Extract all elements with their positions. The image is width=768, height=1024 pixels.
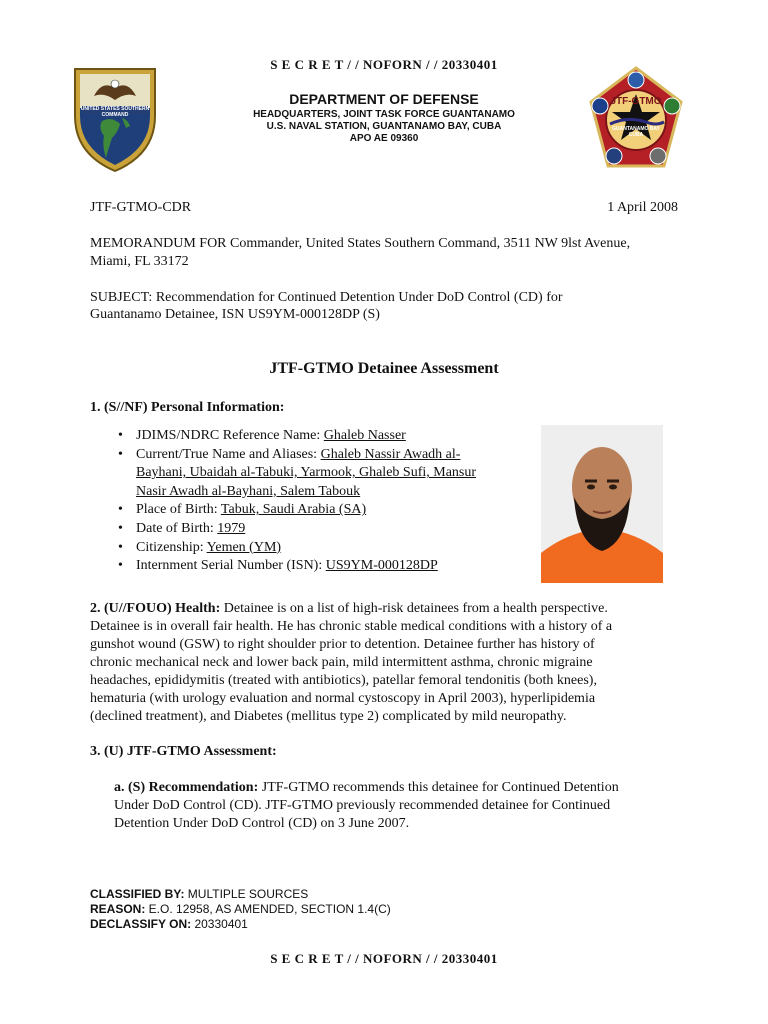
section-3-heading: 3. (U) JTF-GTMO Assessment: [90, 744, 277, 759]
list-item [114, 427, 534, 446]
declassify-value: 20330401 [191, 917, 248, 931]
southcom-seal-icon [72, 66, 158, 174]
classification-banner-bottom: S E C R E T / / NOFORN / / 20330401 [270, 951, 498, 966]
letterhead-line-2: U.S. NAVAL STATION, GUANTANAMO BAY, CUBA [266, 121, 502, 132]
southcom-seal [72, 66, 158, 174]
health-line-5: headaches, epididymitis (treated with antibiotics), patellar femoral tendonitis (both knees), [90, 673, 597, 688]
declassify-label: DECLASSIFY ON: [90, 917, 192, 931]
ref-name-value: Ghaleb Nasser [323, 428, 406, 443]
dob-label: Date of Birth: [136, 520, 214, 536]
detainee-photo [541, 425, 663, 583]
detainee-portrait-icon [541, 425, 663, 583]
pob-value: Tabuk, Saudi Arabia (SA) [220, 502, 367, 518]
section-1-heading: 1. (S//NF) Personal Information: [90, 400, 285, 415]
jtf-gtmo-seal-sub: GUANTANAMO BAY CUBA [612, 126, 660, 138]
pob-label: Place of Birth: [136, 502, 218, 518]
southcom-seal-label: UNITED STATES SOUTHERN COMMAND [80, 106, 150, 118]
health-line-1: Detainee is on a list of high-risk detainees from a health perspective. [223, 601, 608, 616]
section-3a-heading: a. (S) Recommendation: [114, 780, 259, 795]
isn-value: US9YM-000128DP [325, 558, 438, 574]
citizenship-label: Citizenship: [136, 539, 204, 555]
dob-value: 1979 [217, 520, 246, 536]
classification-block [90, 887, 391, 932]
jtf-gtmo-seal-label: JTF-GTMO [610, 96, 662, 107]
list-item [114, 446, 534, 502]
ref-name-label: JDIMS/NDRC Reference Name: [136, 428, 321, 443]
memo-date: 1 April 2008 [607, 200, 678, 215]
subject-line-1: SUBJECT: Recommendation for Continued Detention Under DoD Control (CD) for [90, 290, 563, 305]
aliases-value-2: Bayhani, Ubaidah al-Tabuki, Yarmook, Ghaleb Sufi, Mansur [136, 465, 477, 481]
health-line-6: hematuria (with urology evaluation and normal cystoscopy in April 2003), hyperlipidemia [90, 691, 596, 706]
memo-for-line-2: Miami, FL 33172 [90, 254, 189, 269]
section-3a-recommendation [114, 779, 684, 833]
section-2-heading: 2. (U//FOUO) Health: [90, 601, 221, 616]
assessment-title: JTF-GTMO Detainee Assessment [269, 360, 499, 377]
classification-banner-top: S E C R E T / / NOFORN / / 20330401 [270, 57, 498, 72]
recommendation-line-1: JTF-GTMO recommends this detainee for Continued Detention [261, 780, 619, 795]
letterhead-line-3: APO AE 09360 [349, 133, 419, 144]
classified-by-value: MULTIPLE SOURCES [184, 887, 309, 901]
list-item [114, 557, 534, 576]
list-item [114, 520, 534, 539]
list-item [114, 539, 534, 558]
section-2-health [90, 600, 690, 726]
office-symbol: JTF-GTMO-CDR [90, 200, 192, 215]
department-title: DEPARTMENT OF DEFENSE [289, 91, 479, 107]
memo-for-line-1: MEMORANDUM FOR Commander, United States Southern Command, 3511 NW 9lst Avenue, [90, 236, 631, 251]
personal-info-list [114, 427, 534, 576]
jtf-gtmo-seal-icon [588, 66, 684, 170]
jtf-gtmo-seal [588, 66, 684, 170]
health-line-2: Detainee is in overall fair health. He has chronic stable medical conditions with a history of a [90, 619, 613, 634]
health-line-4: chronic mechanical neck and lower back pain, mild intermittent asthma, chronic migraine [90, 655, 593, 670]
subject-line-2: Guantanamo Detainee, ISN US9YM-000128DP (S) [90, 307, 380, 322]
health-line-3: gunshot wound (GSW) to right shoulder prior to detention. Detainee further has history of [90, 637, 595, 652]
aliases-label: Current/True Name and Aliases: [136, 446, 318, 462]
reason-label: REASON: [90, 902, 146, 916]
isn-label: Internment Serial Number (ISN): [136, 558, 323, 574]
health-line-7: (declined treatment), and Diabetes (mellitus type 2) complicated by mild neuropathy. [90, 709, 567, 724]
aliases-value-3: Nasir Awadh al-Bayhani, Salem Tabouk [136, 483, 361, 499]
classified-by-label: CLASSIFIED BY: [90, 887, 185, 901]
recommendation-line-2: Under DoD Control (CD). JTF-GTMO previously recommended detainee for Continued [114, 798, 611, 813]
citizenship-value: Yemen (YM) [206, 539, 282, 555]
reason-value: E.O. 12958, AS AMENDED, SECTION 1.4(C) [145, 902, 391, 916]
letterhead-line-1: HEADQUARTERS, JOINT TASK FORCE GUANTANAMO [253, 109, 515, 120]
aliases-value-1: Ghaleb Nassir Awadh al- [320, 446, 461, 462]
recommendation-line-3: Detention Under DoD Control (CD) on 3 June 2007. [114, 816, 410, 831]
list-item [114, 501, 534, 520]
